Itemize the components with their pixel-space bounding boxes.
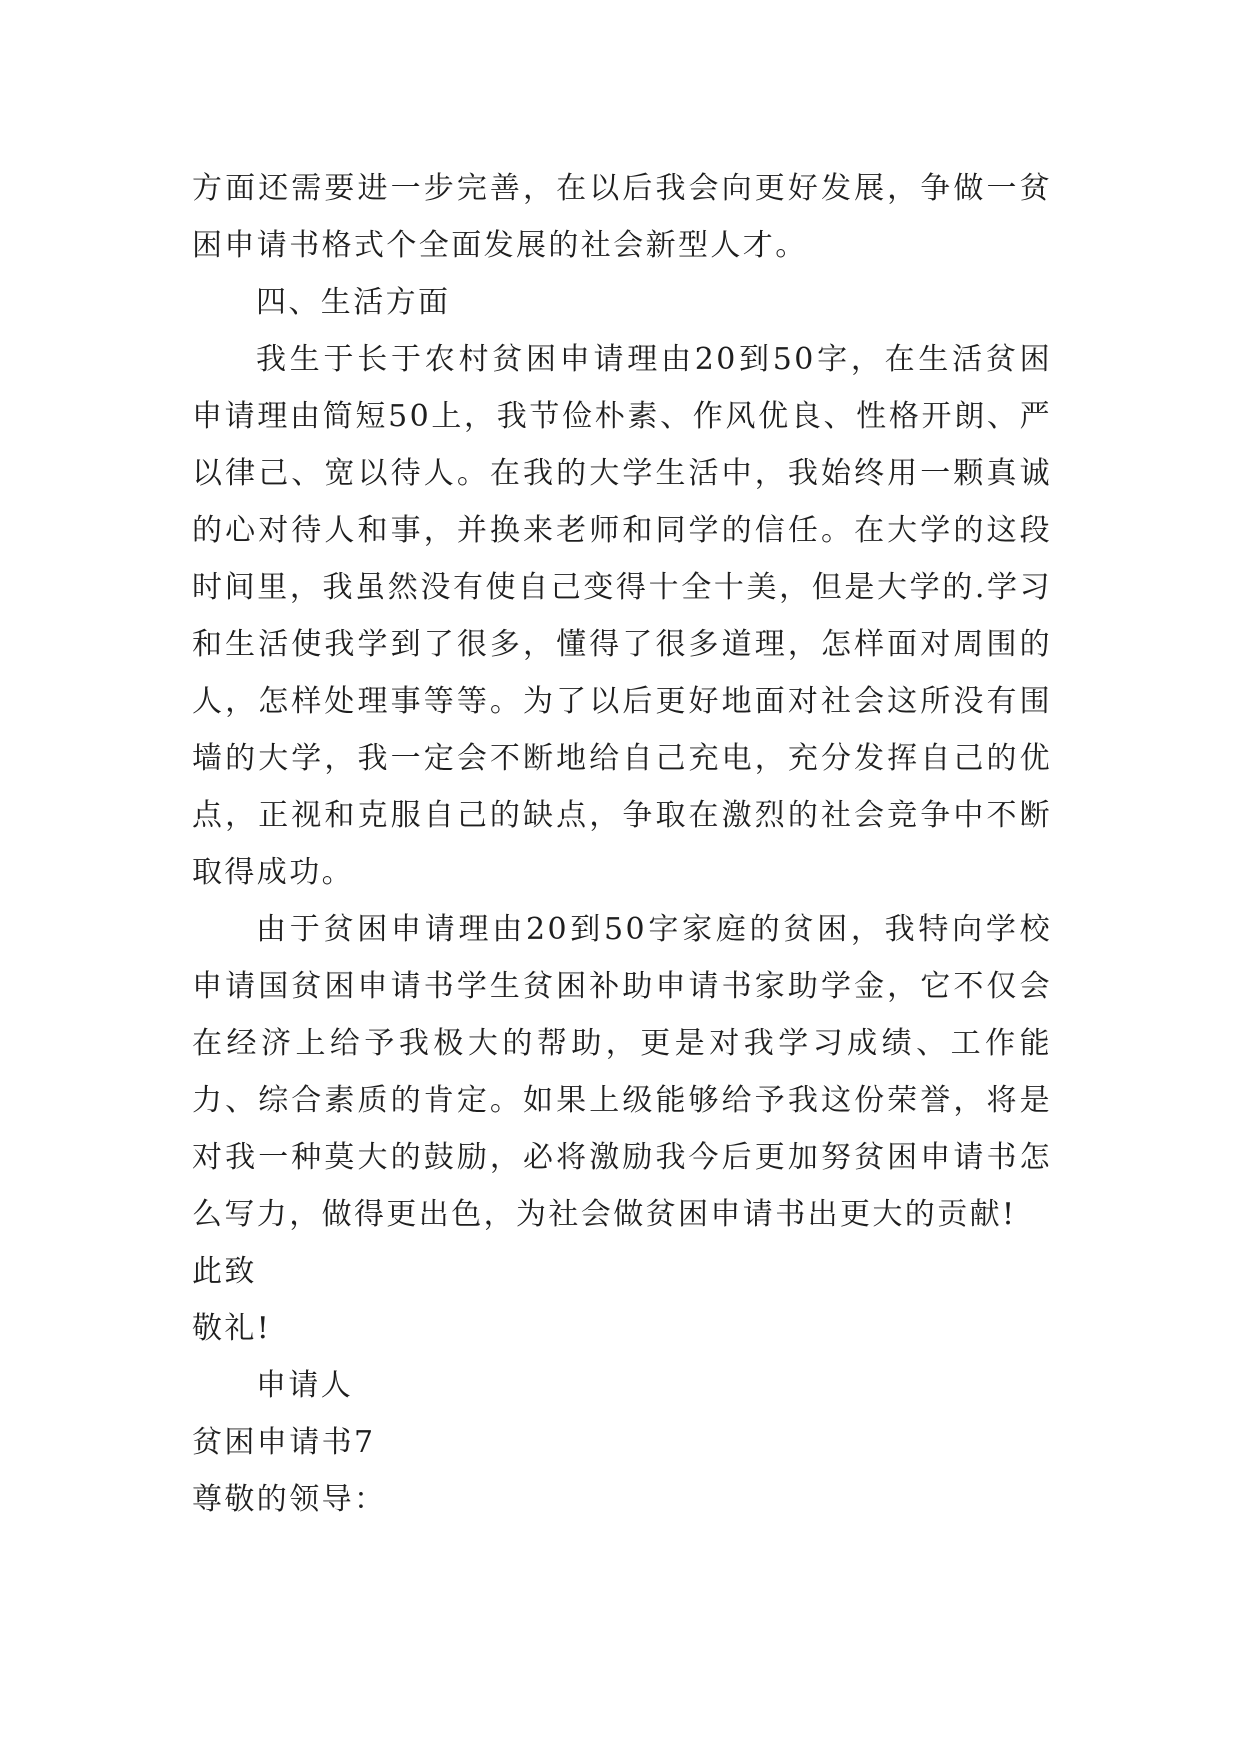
applicant-label: 申请人 [256,1368,354,1403]
closing-jingli: 敬礼! [192,1311,272,1346]
paragraph-request: 由于贫困申请理由20到50字家庭的贫困，我特向学校申请国贫困申请书学生贫困补助申请书家助学金，它不仅会在经济上给予我极大的帮助，更是对我学习成绩、工作能力、综合素质的肯定。如果上级能够给予我这份荣誉，将是对我一种莫大的鼓励，必将激励我今后更加努贫困申请书怎么写力，做得更出色，为社会做贫困申请书出更大的贡献! [192,912,1052,1232]
closing-cizhi: 此致 [192,1254,257,1289]
salutation: 尊敬的领导： [192,1482,387,1517]
paragraph-continuation: 方面还需要进一步完善，在以后我会向更好发展，争做一贫困申请书格式个全面发展的社会新型人才。 [192,171,1052,263]
section-heading-life: 四、生活方面 [256,285,451,320]
paragraph-life: 我生于长于农村贫困申请理由20到50字，在生活贫困申请理由简短50上，我节俭朴素、作风优良、性格开朗、严以律己、宽以待人。在我的大学生活中，我始终用一颗真诚的心对待人和事，并换来老师和同学的信任。在大学的这段时间里，我虽然没有使自己变得十全十美，但是大学的.学习和生活使我学到了很多，懂得了很多道理，怎样面对周围的人，怎样处理事等等。为了以后更好地面对社会这所没有围墙的大学，我一定会不断地给自己充电，充分发挥自己的优点，正视和克服自己的缺点，争取在激烈的社会竞争中不断取得成功。 [192,342,1052,890]
document-body [192,160,1052,1528]
next-letter-title: 贫困申请书7 [192,1425,376,1460]
